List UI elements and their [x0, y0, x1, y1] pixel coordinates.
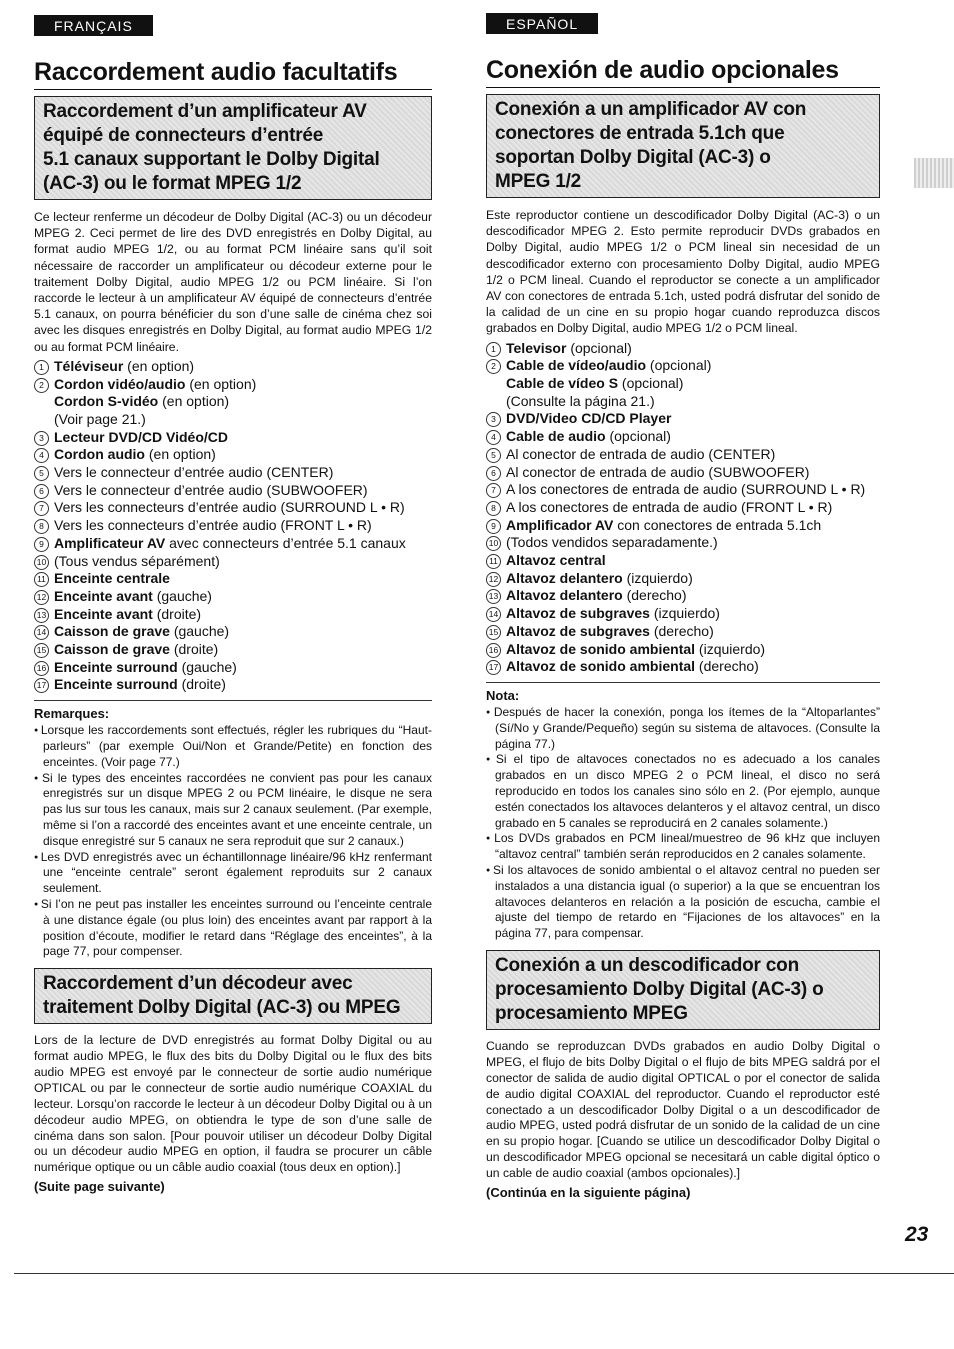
item-number-circle: 9: [486, 519, 501, 534]
item-name: Altavoz central: [506, 552, 606, 569]
item-name: Altavoz de sonido ambiental: [506, 658, 696, 675]
divider: [34, 700, 432, 701]
item-text: (derecho): [622, 587, 687, 604]
list-item: [34, 464, 432, 482]
list-item: [486, 623, 880, 641]
item-number-circle: 8: [486, 501, 501, 516]
notes-list-fr: [34, 723, 432, 960]
item-number-circle: 15: [486, 625, 501, 640]
language-tab-spanish: ESPAÑOL: [486, 13, 598, 34]
item-text: (en option): [123, 357, 195, 374]
item-text: con conectores de entrada 5.1ch: [613, 516, 822, 533]
item-number-circle: 5: [486, 448, 501, 463]
language-tab-french: FRANÇAIS: [34, 15, 153, 36]
list-item: [34, 588, 432, 606]
list-item: [486, 534, 880, 552]
item-name: Enceinte surround: [54, 658, 178, 675]
item-text: (izquierdo): [649, 605, 720, 622]
list-item: [34, 411, 432, 429]
note-item: ● Después de hacer la conexión, ponga los ítemes de la “Altoparlantes” (Sí/No y Grande/Pequeño) según su sistema de altavoces. (Consulte la página 77.): [486, 705, 880, 752]
item-number-circle: 10: [486, 536, 501, 551]
list-item: [34, 606, 432, 624]
item-number-circle: 3: [486, 412, 501, 427]
item-name: Televisor: [506, 339, 567, 356]
list-item: [34, 393, 432, 411]
section-heading-amplifier-es: [486, 94, 880, 198]
intro-paragraph-es: Este reproductor contiene un descodificador Dolby Digital (AC-3) o un descodificador MPEG 2. Esto permite reproducir DVDs grabados en Dolby Digital, audio MPEG 1/2 o PCM lineal sin necesidad de un descodificador externo con procesamiento Dolby Digital, audio MPEG 1/2 o PCM lineal. Cuando el reproductor se conecte a un amplificador AV con conectores de entrada 5.1ch, usted podrá disfrutar del sonido de la calidad de un cine en su propio hogar cuando reproduzca discos grabados en Dolby Digital, audio MPEG 1/2 o PCM lineal.: [486, 208, 880, 336]
heading-line: procesamiento MPEG: [495, 1002, 688, 1024]
note-item: ● Los DVDs grabados en PCM lineal/muestreo de 96 kHz que incluyen “altavoz central” también serán reproducidos en 2 canales solamente.: [486, 831, 880, 863]
list-item: [486, 393, 880, 411]
item-number-circle: 4: [34, 448, 49, 463]
list-item: [34, 535, 432, 553]
french-column: [34, 15, 432, 1194]
list-item: [486, 446, 880, 464]
item-name: Enceinte surround: [54, 676, 178, 693]
heading-line: traitement Dolby Digital (AC-3) ou MPEG: [43, 997, 401, 1019]
item-text: (Consulte la página 21.): [506, 392, 655, 409]
page-title-spanish: Conexión de audio opcionales: [486, 56, 880, 88]
list-item: [34, 553, 432, 571]
intro-paragraph-fr: Ce lecteur renferme un décodeur de Dolby Digital (AC-3) ou un décodeur MPEG 2. Ceci permet de lire des DVD enregistrés en Dolby Digital, au format audio MPEG 1/2, ou au format PCM linéaire sans qu’il soit nécessaire de raccorder un amplificateur ou décodeur externe pour le traitement Dolby Digital, audio MPEG 1/2 ou PCM linéaire. Si l’on raccorde le lecteur à un amplificateur AV équipé de connecteurs d’entrée 5.1 canaux, on pourra bénéficier du son d’une salle de cinéma chez soi avec les disques enregistrés en Dolby Digital, au format audio MPEG 1/2 ou au format PCM linéaire.: [34, 210, 432, 354]
heading-line: MPEG 1/2: [495, 171, 582, 192]
item-number-circle: 5: [34, 466, 49, 481]
item-number-circle: 1: [486, 342, 501, 357]
item-number-circle: 8: [34, 519, 49, 534]
item-number-circle: 11: [486, 554, 501, 569]
item-number-circle: 16: [486, 643, 501, 658]
divider: [486, 682, 880, 683]
item-text: Vers les connecteurs d’entrée audio (FRONT L • R): [54, 517, 372, 534]
item-number-circle: 15: [34, 643, 49, 658]
page-number: 23: [905, 1223, 929, 1246]
item-number-circle: 14: [34, 625, 49, 640]
item-number-circle: 6: [486, 466, 501, 481]
list-item: [34, 429, 432, 447]
heading-line: procesamiento Dolby Digital (AC-3) o: [495, 978, 824, 1000]
notes-title-fr: Remarques:: [34, 706, 110, 722]
list-item: [486, 552, 880, 570]
heading-line: 5.1 canaux supportant le Dolby Digital: [43, 149, 380, 170]
item-name: Cable de audio: [506, 428, 606, 445]
item-text: Vers le connecteur d’entrée audio (CENTER): [54, 464, 334, 481]
list-item: [486, 464, 880, 482]
item-name: Amplificador AV: [506, 516, 614, 533]
item-number-circle: 7: [34, 501, 49, 516]
component-list-fr: [34, 358, 432, 694]
list-item: [486, 658, 880, 676]
list-item: [34, 641, 432, 659]
decoder-paragraph-fr: Lors de la lecture de DVD enregistrés au format Dolby Digital ou au format audio MPEG, le flux des bits du Dolby Digital ou le flux des bits audio MPEG est envoyé par le connecteur de sortie audio numérique OPTICAL ou par le connecteur de sortie audio numérique COAXIAL du lecteur. Lorsqu’on raccorde le lecteur à un décodeur Dolby Digital ou à un décodeur audio MPEG, on obtiendra le type de son d’une salle de cinéma dans son salon. [Pour pouvoir utiliser un décodeur Dolby Digital ou un décodeur audio MPEG en option, il faudra se procurer un câble numérique optique ou un câble audio coaxial (tous deux en option).]: [34, 1033, 432, 1175]
heading-line: (AC-3) ou le format MPEG 1/2: [43, 173, 302, 194]
item-number-circle: 10: [34, 555, 49, 570]
list-item: [486, 340, 880, 358]
list-item: [486, 499, 880, 517]
list-item: [486, 587, 880, 605]
item-text: Vers les connecteurs d’entrée audio (SURROUND L • R): [54, 499, 405, 516]
section-heading-amplifier-fr: [34, 96, 432, 200]
item-number-circle: 17: [486, 660, 501, 675]
heading-line: Conexión a un amplificador AV con: [495, 99, 807, 120]
item-text: Vers le connecteur d’entrée audio (SUBWOOFER): [54, 481, 368, 498]
component-list-es: [486, 340, 880, 676]
list-item: [486, 517, 880, 535]
item-text: (Todos vendidos separadamente.): [506, 534, 718, 551]
heading-line: conectores de entrada 5.1ch que: [495, 123, 785, 144]
item-name: Altavoz delantero: [506, 587, 623, 604]
page-title-french: Raccordement audio facultatifs: [34, 58, 432, 90]
list-item: [486, 375, 880, 393]
item-text: (en option): [185, 375, 257, 392]
item-name: Lecteur DVD/CD Vidéo/CD: [54, 428, 228, 445]
item-text: (en option): [145, 446, 216, 463]
item-number-circle: 6: [34, 484, 49, 499]
list-item: [486, 410, 880, 428]
item-number-circle: 12: [486, 572, 501, 587]
item-number-circle: 17: [34, 678, 49, 693]
list-item: [486, 641, 880, 659]
note-item: ● Si l’on ne peut pas installer les enceintes surround ou l’enceinte centrale à une distance égale (ou plus loin) des enceintes avant par rapport à la position d’écoute, modifier le retard dans “Réglage des enceintes”, à la page 77, pour compenser.: [34, 897, 432, 960]
item-text: (derecho): [649, 622, 714, 639]
item-text: (Tous vendus séparément): [54, 552, 220, 569]
spanish-column: [486, 13, 880, 1200]
item-name: Altavoz de subgraves: [506, 622, 650, 639]
item-number-circle: 14: [486, 607, 501, 622]
item-text: Al conector de entrada de audio (CENTER): [506, 445, 776, 462]
item-number-circle: 1: [34, 360, 49, 375]
item-number-circle: 13: [486, 589, 501, 604]
item-number-circle: 11: [34, 572, 49, 587]
note-item: ● Si los altavoces de sonido ambiental o el altavoz central no pueden ser instalados a una distancia igual (o superior) a la que se encuentran los altavoces delanteros en relación a la posición de escucha, cambie el ajuste del tiempo de retardo en “Fijaciones de los altavoces” en la página 77, para compensar.: [486, 863, 880, 942]
section-heading-decoder-es: [486, 950, 880, 1030]
item-text: A los conectores de entrada de audio (SURROUND L • R): [506, 481, 866, 498]
item-name: Cable de vídeo/audio: [506, 357, 647, 374]
heading-line: équipé de connecteurs d’entrée: [43, 125, 324, 146]
item-name: Cordon S-vidéo: [54, 393, 159, 410]
note-item: ● Si le types des enceintes raccordées ne convient pas pour les canaux enregistrés sur un disque MPEG 2 ou PCM linéaire, le disque ne sera pas lus sur tous les canaux, mais sur 2 canaux seulement. (Par exemple, même si l’on a raccordé des enceintes avant et une enceinte centrale, un disque enregistré sur 5 canaux ne sera reproduit que sur 2 canaux.): [34, 771, 432, 850]
item-name: Enceinte avant: [54, 605, 153, 622]
list-item: [34, 358, 432, 376]
item-name: Caisson de grave: [54, 623, 170, 640]
notes-list-es: [486, 705, 880, 942]
item-text: avec connecteurs d’entrée 5.1 canaux: [165, 534, 406, 551]
list-item: [34, 623, 432, 641]
list-item: [486, 428, 880, 446]
item-number-circle: 12: [34, 590, 49, 605]
item-text: (gauche): [152, 587, 212, 604]
page-edge-tab: [914, 158, 954, 188]
item-name: Altavoz de subgraves: [506, 605, 650, 622]
continued-note-fr: (Suite page suivante): [34, 1179, 165, 1195]
item-name: Altavoz de sonido ambiental: [506, 640, 696, 657]
item-name: Enceinte avant: [54, 587, 153, 604]
item-name: Amplificateur AV: [54, 534, 166, 551]
item-number-circle: 9: [34, 537, 49, 552]
item-name: Caisson de grave: [54, 641, 170, 658]
heading-line: soportan Dolby Digital (AC-3) o: [495, 147, 771, 168]
item-name: Cable de vídeo S: [506, 375, 619, 392]
item-number-circle: 2: [486, 359, 501, 374]
item-text: (opcional): [646, 357, 712, 374]
item-text: (izquierdo): [695, 640, 766, 657]
list-item: [34, 570, 432, 588]
item-text: (opcional): [618, 375, 684, 392]
list-item: [34, 676, 432, 694]
item-text: (droite): [169, 641, 219, 658]
item-text: (izquierdo): [622, 569, 693, 586]
note-item: ● Si el tipo de altavoces conectados no es adecuado a los canales grabados en un disco MPEG 2 o PCM lineal, el disco no será reproducido en todos los canales sino sólo en 2. (Por ejemplo, aunque estén conectados los altavoces delanteros y el altavoz central, un disco grabado en 5 canales se reproducirá en 2 canales solamente.): [486, 752, 880, 831]
list-item: [486, 570, 880, 588]
item-text: (opcional): [605, 428, 671, 445]
item-name: Cordon vidéo/audio: [54, 375, 186, 392]
item-number-circle: 7: [486, 483, 501, 498]
list-item: [34, 446, 432, 464]
item-text: (gauche): [177, 658, 237, 675]
item-number-circle: 13: [34, 608, 49, 623]
heading-line: Conexión a un descodificador con: [495, 954, 799, 976]
item-text: (en option): [158, 393, 230, 410]
item-number-circle: 16: [34, 661, 49, 676]
decoder-paragraph-es: Cuando se reproduzcan DVDs grabados en audio Dolby Digital o MPEG, el flujo de bits Dolby Digital o el flujo de bits MPEG saldrá por el conector de salida de audio digital OPTICAL o por el conector de salida de audio digital COAXIAL del reproductor. Cuando el reproductor esté conectado a un descodificador Dolby Digital o a un descodificador de audio MPEG, usted podrá disfrutar de un sonido de la calidad de un cine en su propio hogar. [Cuando se utilice un descodificador Dolby Digital o un descodificador MPEG opcional se necesitará un cable digital óptico o un cable de audio coaxial (ambos opcionales).]: [486, 1038, 880, 1181]
item-text: Al conector de entrada de audio (SUBWOOFER): [506, 463, 810, 480]
list-item: [34, 482, 432, 500]
item-text: (derecho): [695, 658, 759, 675]
notes-title-es: Nota:: [486, 687, 520, 703]
item-name: Altavoz delantero: [506, 569, 623, 586]
heading-line: Raccordement d’un amplificateur AV: [43, 101, 367, 122]
item-name: Enceinte centrale: [54, 570, 170, 587]
item-text: (opcional): [566, 339, 632, 356]
item-text: (droite): [152, 605, 202, 622]
continued-note-es: (Continúa en la siguiente página): [486, 1185, 691, 1201]
item-text: (gauche): [169, 623, 230, 640]
list-item: [34, 376, 432, 394]
list-item: [486, 481, 880, 499]
item-name: Cordon audio: [54, 446, 145, 463]
note-item: ● Lorsque les raccordements sont effectués, régler les rubriques du “Haut-parleurs” (par exemple Oui/Non et Grande/Petite) en fonction des enceintes. (Voir page 77.): [34, 723, 432, 770]
item-text: A los conectores de entrada de audio (FRONT L • R): [506, 498, 833, 515]
item-text: (Voir page 21.): [54, 410, 146, 427]
item-name: Téléviseur: [54, 357, 124, 374]
item-text: (droite): [177, 676, 226, 693]
item-number-circle: 4: [486, 430, 501, 445]
section-heading-decoder-fr: [34, 968, 432, 1024]
heading-line: Raccordement d’un décodeur avec: [43, 973, 353, 995]
bottom-rule: [14, 1273, 954, 1274]
note-item: ● Les DVD enregistrés avec un échantillonnage linéaire/96 kHz renfermant une “enceinte centrale” seront également reproduits sur 2 canaux seulement.: [34, 850, 432, 897]
list-item: [486, 357, 880, 375]
list-item: [34, 517, 432, 535]
list-item: [486, 605, 880, 623]
item-number-circle: 2: [34, 378, 49, 393]
item-name: DVD/Video CD/CD Player: [506, 410, 672, 427]
item-number-circle: 3: [34, 431, 49, 446]
list-item: [34, 659, 432, 677]
list-item: [34, 499, 432, 517]
